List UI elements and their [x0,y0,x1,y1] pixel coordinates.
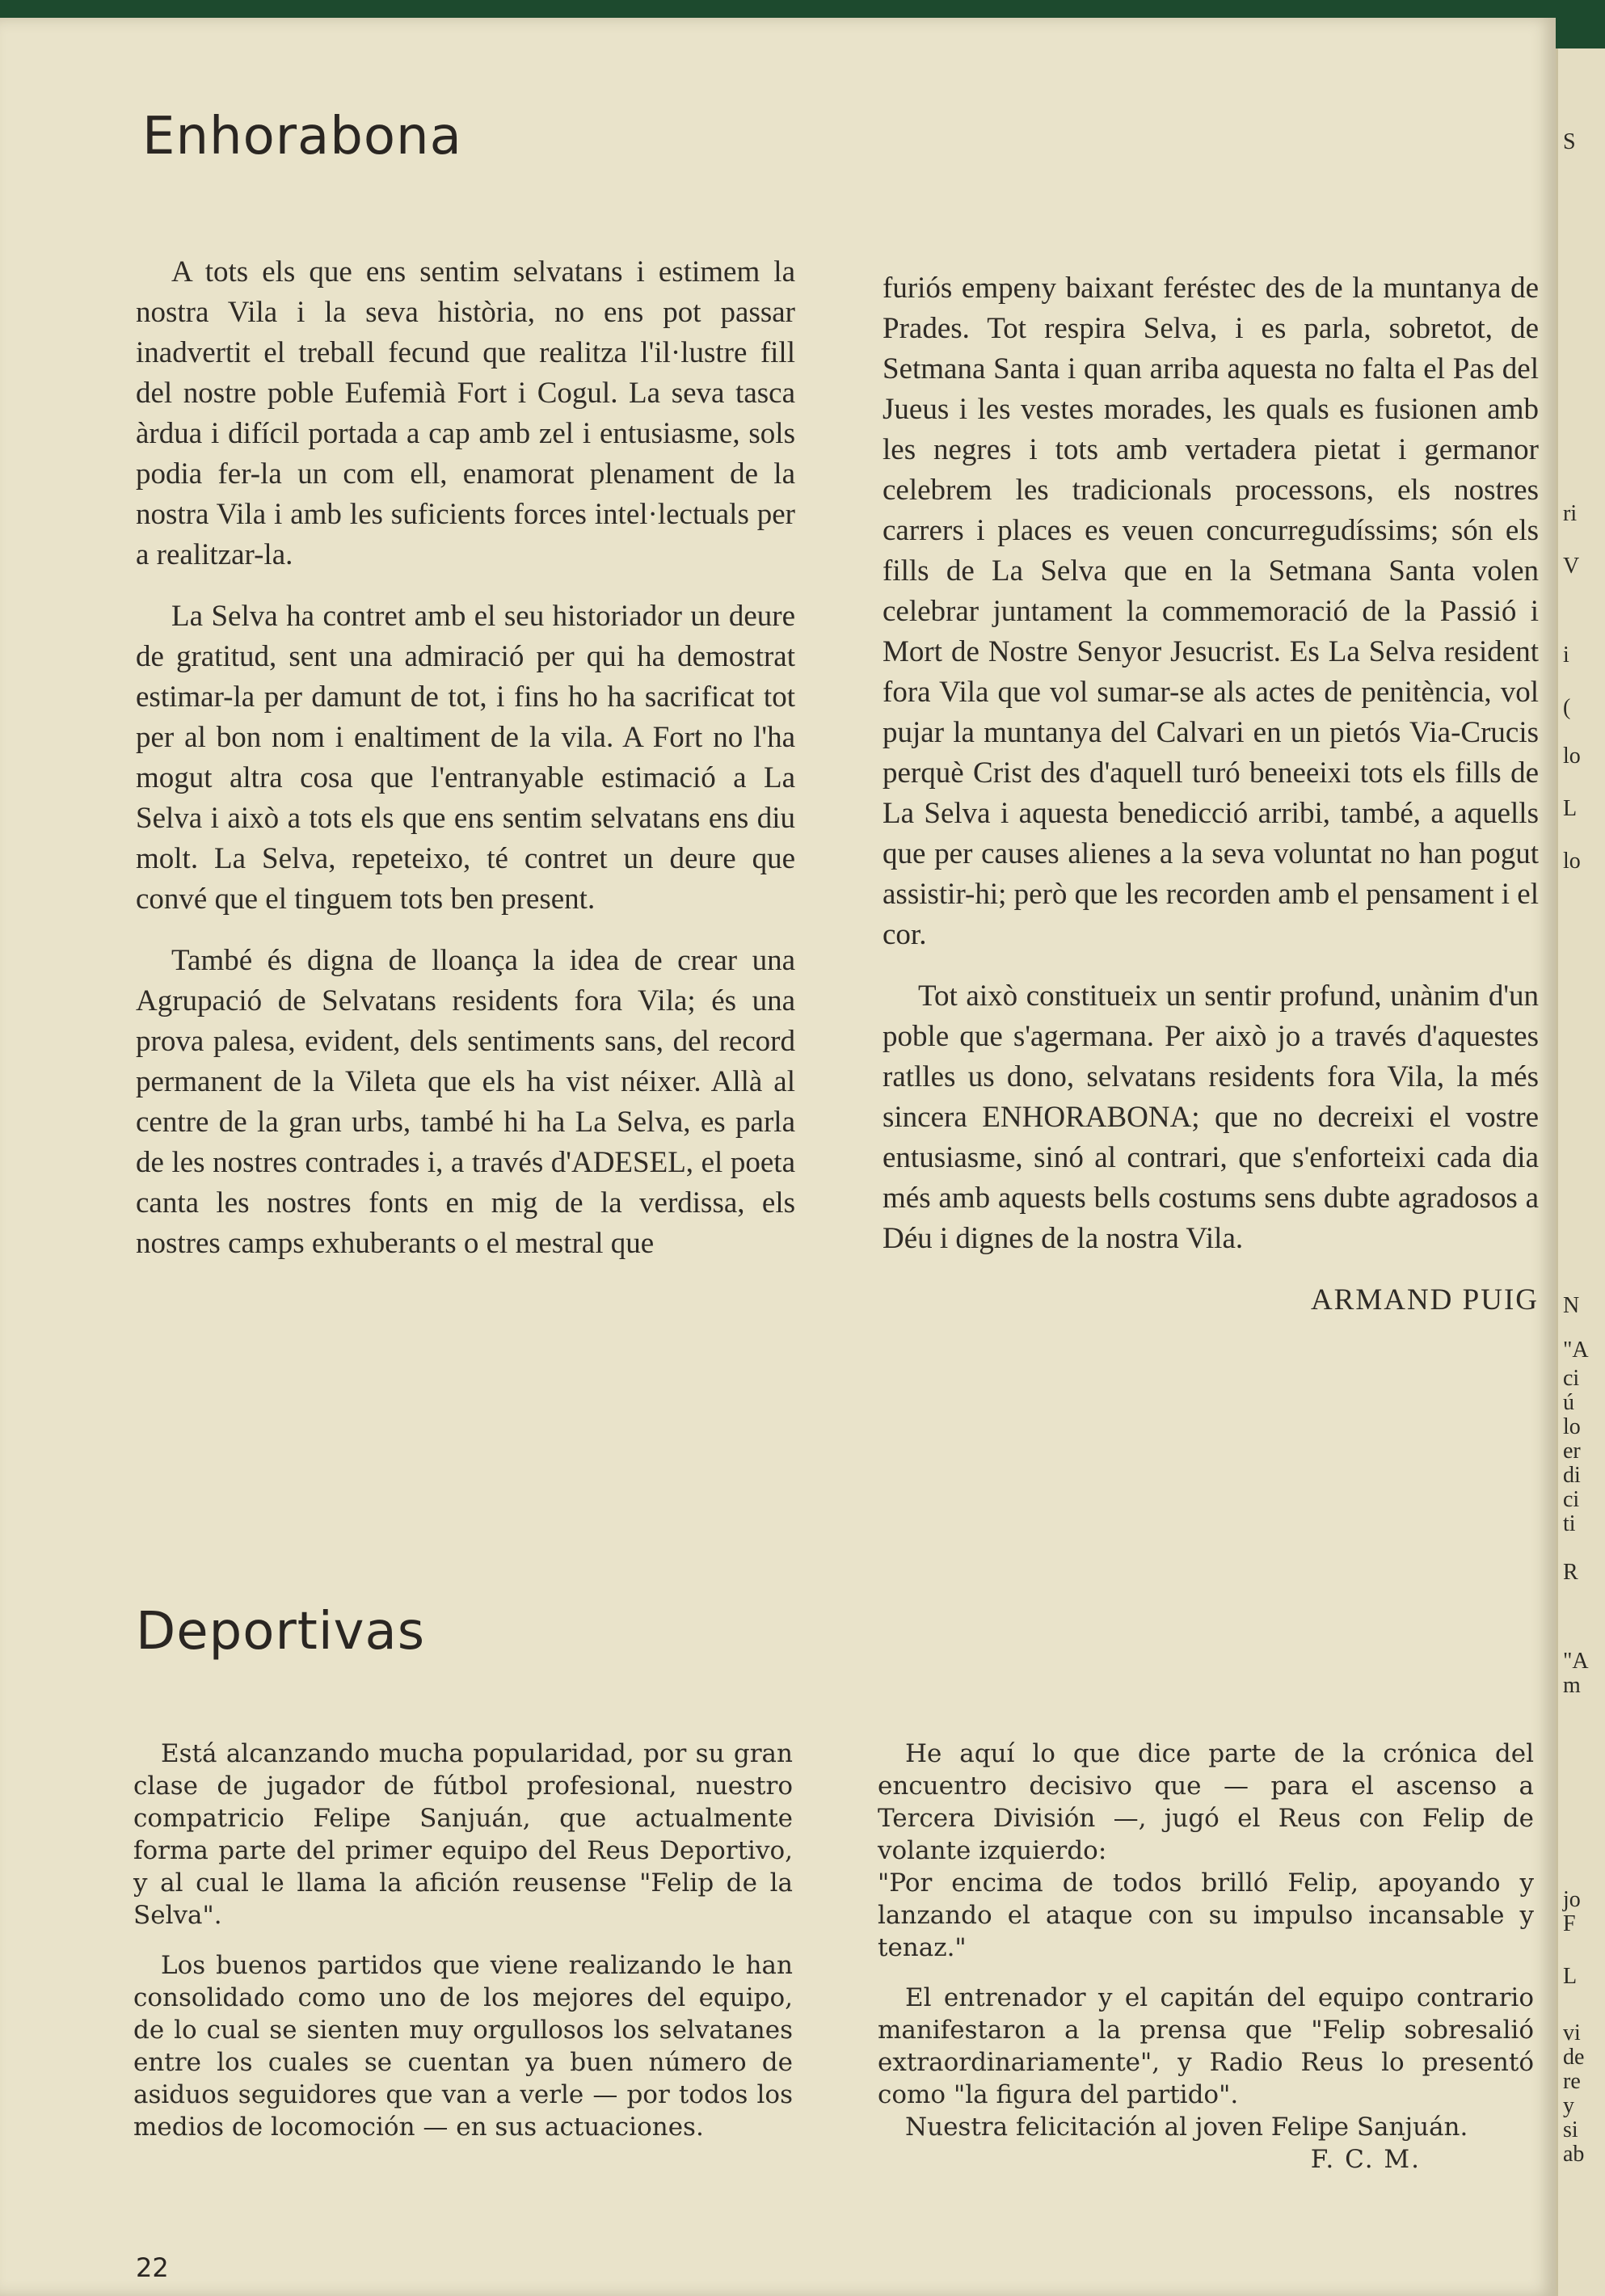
fragment: re [1563,2069,1581,2094]
fragment: V [1563,554,1580,579]
paragraph: Nuestra felicitación al joven Felipe Sanjuán. [905,2113,1468,2142]
fragment: i [1563,642,1569,668]
deportivas-right-column [878,1738,1534,2193]
deportivas-left-column [133,1738,793,2161]
paragraph: furiós empeny baixant feréstec des de la muntanya de Prades. Tot respira Selva, i es parla, sobretot, de Setmana Santa i quan arriba aquesta no falta el Pas del Jueus i les vestes morades, les quals es fusionen amb les negres i tots amb vertadera pietat i germanor celebrem les tradicionals processons, els nostres carrers i places es veuen concurregudíssims; són els fills de La Selva que en la Setmana Santa volen celebrar juntament la commemoració de la Passió i Mort de Nostre Senyor Jesucrist. Es La Selva resident fora Vila que vol sumar-se als actes de penitència, vol pujar la muntanya del Calvari en un pietós Via-Crucis perquè Crist des d'aquell turó beneeixi tots els fills de La Selva i aquesta benedicció arribi, també, a aquells que per causes alienes a la seva voluntat no han pogut assistir-hi; però que les recorden amb el pensament i el cor. [883,272,1539,951]
paragraph: El entrenador y el capitán del equipo contrario manifestaron a la prensa que "Felip sobresalió extraordinariamente", y Radio Reus lo presentó como "la figura del partido". [878,1983,1534,2109]
enhorabona-right-column [883,268,1539,1342]
fragment: ci [1563,1366,1580,1391]
page-number: 22 [136,2252,169,2283]
fragment: L [1563,796,1578,821]
fragment: lo [1563,1414,1581,1439]
paragraph: Está alcanzando mucha popularidad, por su gran clase de jugador de fútbol profesional, nuestro compatricio Felipe Sanjuán, que actualmente forma parte del primer equipo del Reus Deportivo, y al cual le llama la afición reusense "Felip de la Selva". [133,1739,793,1930]
fragment: vi [1563,2020,1581,2045]
fragment: er [1563,1439,1581,1464]
fragment: N [1563,1293,1580,1318]
fragment: lo [1563,744,1581,769]
fragment: si [1563,2117,1578,2142]
author-initials: F. C. M. [1310,2145,1421,2174]
paragraph: Tot això constitueix un sentir profund, unànim d'un poble que s'agermana. Per això jo a través d'aquestes ratlles us dono, selvatans residents fora Vila, la més sincera ENHORABONA; que no decreixi el vostre entusiasme, sinó al contrari, que s'enforteixi cada dia més amb aquests bells costums sens dubte agradosos a Déu i dignes de la nostra Vila. [883,979,1539,1255]
fragment: R [1563,1560,1578,1585]
paragraph: A tots els que ens sentim selvatans i estimem la nostra Vila i la seva història, no ens pot passar inadvertit el treball fecund que realitza l'il·lustre fill del nostre poble Eufemià Fort i Cogul. La seva tasca àrdua i difícil portada a cap amb zel i entusiasme, sols podia fer-la un com ell, enamorat plenament de la nostra Vila i amb les suficients forces intel·lectuals per a realitzar-la. [136,255,795,571]
fragment: "A [1563,1338,1589,1363]
enhorabona-left-column [136,252,795,1285]
deportivas-title: Deportivas [136,1602,426,1662]
fragment: lo [1563,849,1581,874]
fragment: ti [1563,1511,1576,1536]
fragment: F [1563,1911,1576,1936]
fragment: ri [1563,501,1578,526]
paragraph: Los buenos partidos que viene realizando le han consolidado como uno de los mejores del equipo, de lo cual se sienten muy orgullosos los selvatanes entre los cuales se cuentan ya buen número de asiduos seguidores que van a verle — por todos los medios de locomoción — en sus actuaciones. [133,1951,793,2142]
fragment: di [1563,1463,1581,1488]
fragment: ú [1563,1390,1574,1415]
fragment: "A [1563,1649,1589,1674]
paragraph: També és digna de lloança la idea de crear una Agrupació de Selvatans residents fora Vila; és una prova palesa, evident, dels sentiments sans, del record permanent de la Vileta que els ha vist néixer. Allà al centre de la gran urbs, també hi ha La Selva, es parla de les nostres contrades i, a través d'ADESEL, el poeta canta les nostres fonts en mig de la verdissa, els nostres camps exhuberants o el mestral que [136,944,795,1260]
author-signature: ARMAND PUIG [1310,1283,1539,1317]
fragment: S [1563,129,1576,154]
paragraph: He aquí lo que dice parte de la crónica del encuentro decisivo que — para el ascenso a Tercera División —, jugó el Reus con Felip de volante izquierdo: [878,1739,1534,1865]
enhorabona-title: Enhorabona [142,107,462,166]
fragment: m [1563,1673,1581,1698]
adjacent-page-edge [1556,48,1605,2296]
fragment: ci [1563,1487,1580,1512]
quote: "Por encima de todos brilló Felip, apoyando y lanzando el ataque con su impulso incansable y tenaz." [878,1868,1534,1962]
fragment: y [1563,2093,1574,2118]
fragment: ( [1563,695,1571,720]
fragment: de [1563,2045,1585,2070]
magazine-page [0,18,1556,2296]
fragment: ab [1563,2142,1585,2167]
paragraph: La Selva ha contret amb el seu historiador un deure de gratitud, sent una admiració per qui ha demostrat estimar-la per damunt de tot, i fins ho ha sacrificat tot per al bon nom i enaltiment de la vila. A Fort no l'ha mogut altra cosa que l'entranyable estimació a La Selva i això a tots els que ens sentim selvatans ens diu molt. La Selva, repeteixo, té contret un deure que convé que el tinguem tots ben present. [136,600,795,916]
fragment: jo [1563,1887,1581,1912]
fragment: L [1563,1964,1578,1989]
